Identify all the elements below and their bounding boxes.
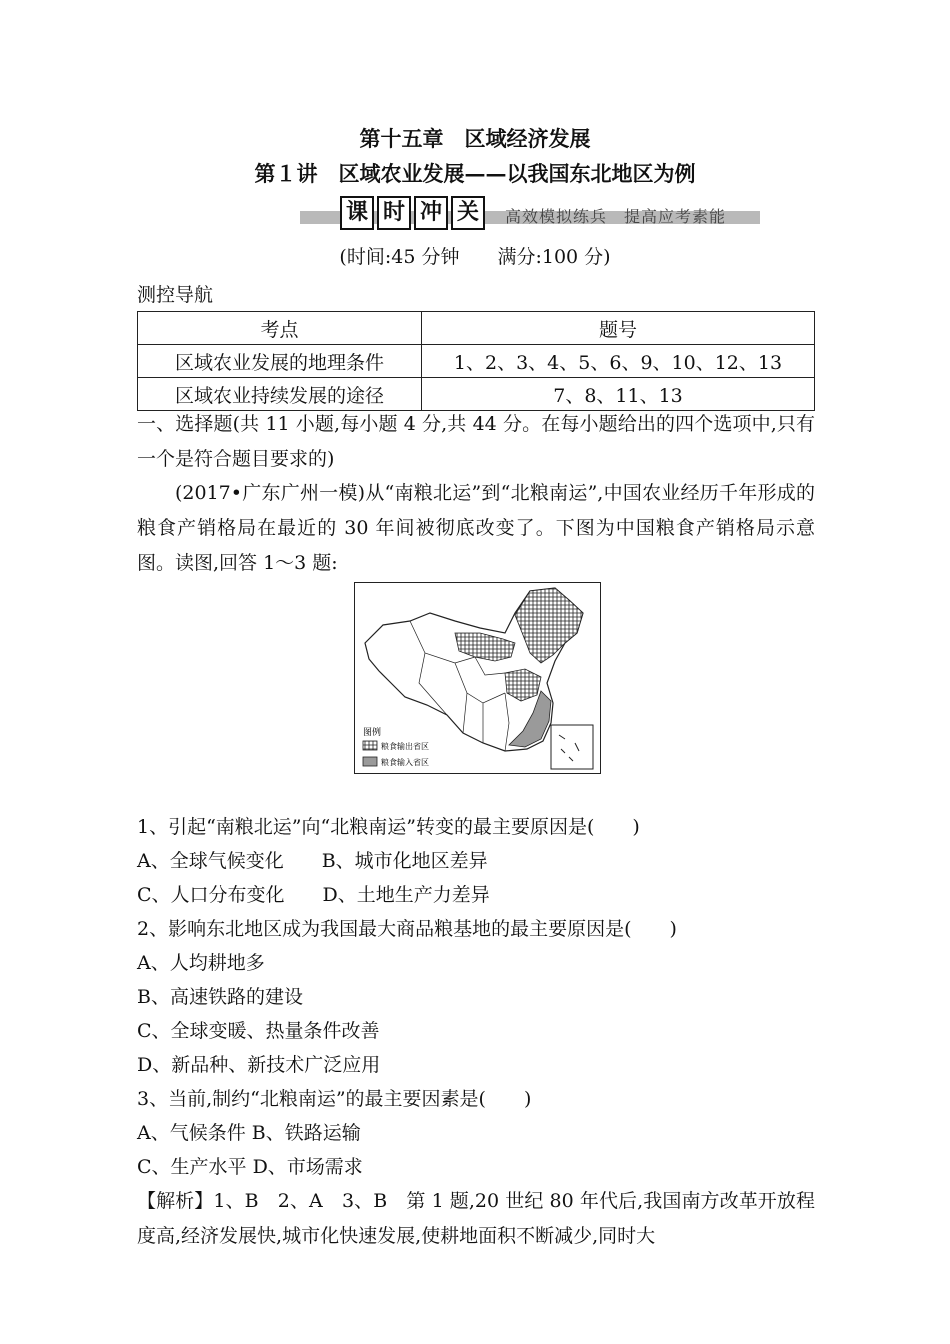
banner-char: 课 bbox=[340, 196, 374, 230]
table-cell: 区域农业发展的地理条件 bbox=[138, 345, 422, 378]
banner-char: 时 bbox=[377, 196, 411, 230]
table-header-row bbox=[138, 312, 815, 345]
question-stem: 3、当前,制约“北粮南运”的最主要因素是( ) bbox=[137, 1088, 532, 1110]
analysis-paragraph: 【解析】1、B 2、A 3、B 第 1 题,20 世纪 80 年代后,我国南方改革开放程度高,经济发展快,城市化快速发展,使耕地面积不断减少,同时大 bbox=[137, 1190, 815, 1247]
table-cell: 7、8、11、13 bbox=[422, 378, 815, 411]
question-option: C、人口分布变化 D、土地生产力差异 bbox=[137, 884, 490, 906]
grain-distribution-map bbox=[354, 582, 601, 774]
table-row bbox=[138, 378, 815, 411]
legend-export-swatch bbox=[363, 741, 377, 750]
question-stem: 2、影响东北地区成为我国最大商品粮基地的最主要原因是( ) bbox=[137, 918, 677, 940]
question-option: D、新品种、新技术广泛应用 bbox=[137, 1054, 381, 1076]
question-option: A、全球气候变化 B、城市化地区差异 bbox=[137, 850, 488, 872]
legend-import-swatch bbox=[363, 757, 377, 766]
chapter-title: 第十五章 区域经济发展 bbox=[359, 126, 591, 151]
section-intro: 一、选择题(共 11 小题,每小题 4 分,共 44 分。在每小题给出的四个选项中,只有一个是符合题目要求的) bbox=[137, 413, 815, 470]
table-cell: 区域农业持续发展的途径 bbox=[138, 378, 422, 411]
section-banner bbox=[300, 196, 760, 230]
banner-char: 关 bbox=[451, 196, 485, 230]
lesson-title: 第１讲 区域农业发展——以我国东北地区为例 bbox=[254, 161, 696, 186]
china-map-figure bbox=[355, 583, 600, 773]
legend-export-label: 粮食输出省区 bbox=[381, 742, 429, 751]
banner-char: 冲 bbox=[414, 196, 448, 230]
legend-title: 图例 bbox=[363, 728, 382, 738]
nav-table bbox=[137, 311, 815, 411]
table-row bbox=[138, 345, 815, 378]
table-header: 题号 bbox=[422, 312, 815, 345]
question-stem: 1、引起“南粮北运”向“北粮南运”转变的最主要原因是( ) bbox=[137, 816, 640, 838]
table-header: 考点 bbox=[138, 312, 422, 345]
question-option: B、高速铁路的建设 bbox=[137, 986, 303, 1008]
legend-import-label: 粮食输入省区 bbox=[381, 758, 429, 767]
question-option: A、人均耕地多 bbox=[137, 952, 265, 974]
banner-slogan: 高效模拟练兵 提高应考素能 bbox=[505, 207, 727, 226]
question-option: C、全球变暖、热量条件改善 bbox=[137, 1020, 380, 1042]
question-option: C、生产水平 D、市场需求 bbox=[137, 1156, 363, 1178]
south-sea-inset bbox=[551, 725, 593, 769]
question-option: A、气候条件 B、铁路运输 bbox=[137, 1122, 361, 1144]
nav-heading: 测控导航 bbox=[137, 284, 214, 306]
table-cell: 1、2、3、4、5、6、9、10、12、13 bbox=[422, 345, 815, 378]
time-info: (时间:45 分钟 满分:100 分) bbox=[339, 246, 611, 268]
material-paragraph: (2017•广东广州一模)从“南粮北运”到“北粮南运”,中国农业经历千年形成的粮食产销格局在最近的 30 年间被彻底改变了。下图为中国粮食产销格局示意图。读图,回答 1～3 题: bbox=[137, 482, 815, 574]
